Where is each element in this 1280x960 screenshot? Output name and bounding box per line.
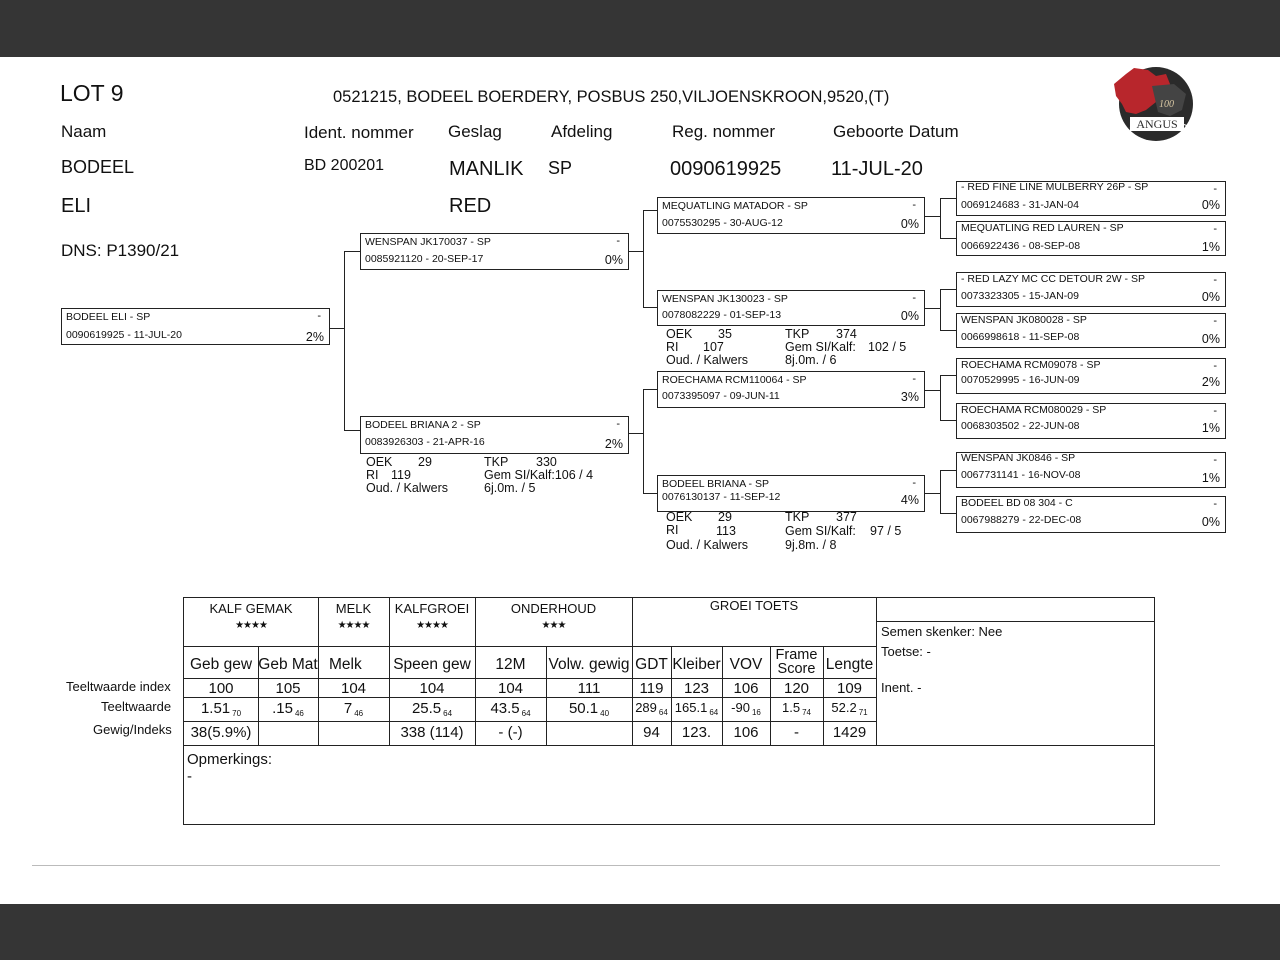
sd-stat: 8j.0m. / 6 — [785, 353, 837, 367]
connector — [925, 308, 941, 309]
gen3-name: WENSPAN JK0846 - SP — [961, 452, 1076, 464]
connector — [940, 330, 956, 331]
sd-stat: RI — [666, 340, 679, 354]
ds-pct: 3% — [900, 390, 919, 404]
name-line2: ELI — [61, 195, 92, 217]
ebv-value: 1.5 — [782, 700, 801, 715]
gen3-pct: 0% — [1201, 515, 1220, 529]
sd-stat: OEK — [666, 327, 693, 341]
stars-melk: ★★★★ — [337, 620, 370, 631]
label-geslag: Geslag — [448, 122, 502, 141]
svg-text:100: 100 — [1159, 99, 1174, 110]
gen3-pct: 2% — [1201, 375, 1220, 389]
remarks-label: Opmerkings: — [187, 751, 273, 768]
ebv-weights-cell — [475, 724, 546, 741]
dd-stat: Oud. / Kalwers — [666, 538, 748, 552]
ss-name: MEQUATLING MATADOR - SP — [662, 200, 808, 212]
connector — [925, 216, 941, 217]
group-kalf-gemak: KALF GEMAK — [209, 601, 293, 616]
accuracy: 64 — [709, 708, 719, 717]
col-geb-mat: Geb Mat — [258, 656, 318, 673]
sire-reg: 0085921120 - 20-SEP-17 — [365, 253, 484, 265]
vaccination: Inent. - — [881, 680, 922, 695]
col-kleiber: Kleiber — [672, 656, 721, 673]
ebv-ebv-cell — [318, 700, 389, 718]
connector — [940, 289, 941, 331]
label-ident: Ident. nommer — [304, 123, 414, 142]
angus-logo — [1112, 66, 1196, 148]
connector — [940, 289, 956, 290]
ebv-value: 104 — [497, 680, 524, 697]
hline — [184, 678, 876, 679]
gen3-reg: 0070529995 - 16-JUN-09 — [961, 374, 1080, 386]
ebv-ebv-cell — [389, 700, 475, 718]
connector — [643, 389, 657, 390]
pedigree-animal — [61, 308, 330, 345]
sire-dash: - — [616, 235, 620, 247]
dns-number: DNS: P1390/21 — [61, 241, 180, 260]
accuracy: 40 — [600, 709, 610, 718]
ebv-value: 109 — [836, 680, 863, 697]
ebv-weights-cell — [823, 724, 876, 741]
ebv-index-cell — [258, 680, 318, 697]
gen3-reg: 0069124683 - 31-JAN-04 — [961, 199, 1079, 211]
ebv-ebv-cell — [475, 700, 546, 718]
ebv-index-cell — [475, 680, 546, 697]
remarks-value: - — [187, 768, 192, 785]
connector — [925, 390, 941, 391]
ebv-value: 120 — [783, 680, 810, 697]
ebv-ebv-cell — [671, 700, 722, 717]
stars-kalfgroei: ★★★★ — [416, 620, 448, 631]
sex: MANLIK — [449, 158, 524, 180]
ebv-ebv-cell — [770, 700, 823, 717]
dam-reg: 0083926303 - 21-APR-16 — [365, 436, 485, 448]
ss-reg: 0075530295 - 30-AUG-12 — [662, 217, 783, 229]
group-onderhoud: ONDERHOUD — [510, 601, 597, 616]
gen3-reg: 0067988279 - 22-DEC-08 — [961, 514, 1082, 526]
gen3-name: WENSPAN JK080028 - SP — [961, 314, 1087, 326]
ss-pct: 0% — [900, 217, 919, 231]
col-frame-score: Frame Score — [775, 647, 818, 677]
sd-stat: 35 — [718, 327, 732, 341]
connector — [643, 210, 644, 308]
ebv-value: 106 — [733, 724, 759, 741]
pedigree-dam — [360, 416, 629, 454]
hline — [184, 697, 876, 698]
accuracy: 46 — [294, 709, 304, 718]
dd-stat: 9j.8m. / 8 — [785, 538, 837, 552]
ebv-ebv-cell — [722, 700, 770, 717]
dam-stat: RI — [366, 468, 379, 482]
connector — [629, 251, 644, 252]
division: SP — [548, 158, 573, 178]
ebv-index-cell — [632, 680, 671, 697]
dam-stat: 29 — [418, 455, 432, 469]
ebv-ebv-cell — [258, 700, 318, 718]
stars-onderhoud: ★★★ — [541, 620, 566, 631]
animal-dash: - — [317, 310, 321, 322]
ebv-value: -90 — [731, 700, 750, 715]
col-lengte: Lengte — [825, 656, 874, 673]
sd-pct: 0% — [900, 309, 919, 323]
sire-pct: 0% — [604, 253, 623, 267]
connector — [940, 375, 941, 421]
ebv-ebv-cell — [184, 700, 258, 718]
vline — [876, 598, 877, 745]
sd-stat: TKP — [785, 327, 810, 341]
ebv-table — [183, 597, 1155, 825]
gen3-pct: 0% — [1201, 290, 1220, 304]
col-volw-gewig: Volw. gewig — [548, 656, 630, 673]
accuracy: 74 — [802, 708, 811, 717]
ebv-value: 106 — [733, 680, 759, 697]
hline — [184, 646, 876, 647]
connector — [940, 238, 956, 239]
tests: Toetse: - — [881, 644, 931, 659]
lot-number: LOT 9 — [60, 80, 124, 106]
gen3-name: - RED FINE LINE MULBERRY 26P - SP — [961, 181, 1149, 193]
ebv-value: - (-) — [498, 724, 523, 741]
group-melk: MELK — [335, 601, 372, 616]
stars-kalf-gemak: ★★★★ — [235, 620, 267, 631]
dam-stat: Gem SI/Kalf:106 / 4 — [484, 468, 594, 482]
connector — [940, 375, 956, 376]
label-dob: Geboorte Datum — [833, 122, 959, 141]
ebv-weights-cell — [722, 724, 770, 741]
ebv-value: 165.1 — [674, 700, 708, 715]
ebv-value: 38(5.9%) — [190, 724, 252, 741]
ebv-value: 119 — [639, 680, 664, 697]
pedigree-gen3-3 — [956, 272, 1226, 307]
ebv-ebv-cell — [632, 700, 671, 717]
dam-name: BODEEL BRIANA 2 - SP — [365, 419, 481, 431]
gen3-reg: 0067731141 - 16-NOV-08 — [961, 469, 1081, 481]
dam-stat: OEK — [366, 455, 393, 469]
ebv-value: 50.1 — [568, 700, 599, 717]
gen3-dash: - — [1213, 405, 1217, 417]
hline — [184, 721, 876, 722]
ebv-index-cell — [770, 680, 823, 697]
accuracy: 16 — [751, 708, 761, 717]
ebv-value: 52.2 — [831, 700, 857, 715]
breeder-info: 0521215, BODEEL BOERDERY, POSBUS 250,VILJOENSKROON,9520,(T) — [333, 88, 890, 106]
ident-number: BD 200201 — [304, 157, 385, 174]
ebv-value: 25.5 — [411, 700, 442, 717]
pedigree-gen3-4 — [956, 313, 1226, 348]
connector — [344, 251, 360, 252]
label-reg: Reg. nommer — [672, 122, 775, 141]
sd-reg: 0078082229 - 01-SEP-13 — [662, 309, 782, 321]
label-naam: Naam — [61, 122, 107, 141]
dd-stat: TKP — [785, 510, 810, 524]
gen3-pct: 1% — [1201, 240, 1220, 254]
dam-stat: 119 — [391, 468, 411, 482]
gen3-dash: - — [1213, 498, 1217, 510]
dam-pct: 2% — [604, 437, 623, 451]
dd-stat: 29 — [718, 510, 732, 524]
col-geb-gew: Geb gew — [189, 656, 253, 673]
connector — [940, 513, 956, 514]
ebv-weights-cell — [671, 724, 722, 741]
connector — [344, 430, 360, 431]
pedigree-sire-dam — [657, 290, 925, 326]
ebv-ebv-cell — [823, 700, 876, 717]
gen3-pct: 0% — [1201, 332, 1220, 346]
ebv-index-cell — [823, 680, 876, 697]
connector — [940, 198, 941, 239]
dd-stat: 97 / 5 — [870, 524, 902, 538]
pedigree-gen3-1 — [956, 181, 1226, 216]
col-speen-gew: Speen gew — [393, 656, 471, 673]
connector — [643, 210, 657, 211]
ebv-weights-cell — [184, 724, 258, 741]
dam-stat: Oud. / Kalwers — [366, 481, 448, 495]
dd-stat: 377 — [836, 510, 857, 524]
dd-stat: Gem SI/Kalf: — [785, 524, 856, 538]
sd-dash: - — [912, 292, 916, 304]
pedigree-gen3-6 — [956, 403, 1226, 439]
gen3-dash: - — [1213, 223, 1217, 235]
sd-stat: 107 — [703, 340, 724, 354]
ebv-index-cell — [389, 680, 475, 697]
dd-stat: RI — [666, 523, 679, 537]
connector — [629, 433, 644, 434]
ebv-value: 104 — [419, 680, 445, 697]
sd-stat: 102 / 5 — [868, 340, 907, 354]
pedigree-dam-dam — [657, 475, 925, 512]
ebv-weights-cell — [632, 724, 671, 741]
semen-donor: Semen skenker: Nee — [881, 624, 1003, 639]
gen3-name: - RED LAZY MC CC DETOUR 2W - SP — [961, 273, 1145, 285]
ebv-index-cell — [546, 680, 632, 697]
sd-stat: Gem SI/Kalf: — [785, 340, 856, 354]
connector — [925, 493, 941, 494]
gen3-reg: 0073323305 - 15-JAN-09 — [961, 290, 1079, 302]
ebv-value: 104 — [340, 680, 367, 697]
connector — [344, 251, 345, 431]
dam-stat: TKP — [484, 455, 509, 469]
ebv-value: 105 — [275, 680, 301, 697]
accuracy: 64 — [521, 709, 531, 718]
accuracy: 71 — [858, 708, 868, 717]
ebv-weights-cell — [770, 724, 823, 741]
accuracy: 70 — [232, 709, 242, 718]
animal-reg: 0090619925 - 11-JUL-20 — [66, 329, 182, 341]
pedigree-gen3-8 — [956, 496, 1226, 533]
animal-name: BODEEL ELI - SP — [66, 311, 151, 323]
accuracy: 64 — [443, 709, 453, 718]
gen3-dash: - — [1213, 454, 1217, 466]
pedigree-sire-sire — [657, 197, 925, 234]
gen3-reg: 0068303502 - 22-JUN-08 — [961, 420, 1080, 432]
ds-reg: 0073395097 - 09-JUN-11 — [662, 390, 780, 402]
sd-name: WENSPAN JK130023 - SP — [662, 293, 788, 305]
dd-reg: 0076130137 - 11-SEP-12 — [662, 491, 781, 503]
gen3-pct: 1% — [1201, 471, 1220, 485]
ebv-value: 338 (114) — [400, 724, 464, 741]
connector — [940, 470, 956, 471]
ebv-value: 111 — [577, 680, 601, 697]
connector — [940, 420, 956, 421]
ebv-index-cell — [318, 680, 389, 697]
sd-stat: 374 — [836, 327, 857, 341]
ebv-value: 1429 — [832, 724, 867, 741]
gen3-name: ROECHAMA RCM09078 - SP — [961, 359, 1101, 371]
dd-stat: 113 — [716, 524, 736, 538]
ebv-index-cell — [184, 680, 258, 697]
ebv-value: 1.51 — [200, 700, 231, 717]
gen3-name: MEQUATLING RED LAUREN - SP — [961, 222, 1124, 234]
ebv-value: 94 — [643, 724, 660, 741]
hline — [876, 621, 1155, 622]
gen3-dash: - — [1213, 183, 1217, 195]
connector — [643, 307, 657, 308]
col-gdt: GDT — [635, 656, 668, 673]
ebv-index-cell — [722, 680, 770, 697]
gen3-pct: 1% — [1201, 421, 1220, 435]
gen3-dash: - — [1213, 315, 1217, 327]
animal-pct: 2% — [305, 330, 324, 344]
hline — [184, 745, 1155, 746]
svg-text:ANGUS: ANGUS — [1136, 117, 1178, 131]
ebv-value: 7 — [343, 700, 353, 717]
connector — [643, 493, 657, 494]
gen3-reg: 0066922436 - 08-SEP-08 — [961, 240, 1081, 252]
accuracy: 46 — [354, 709, 364, 718]
gen3-name: BODEEL BD 08 304 - C — [961, 497, 1073, 509]
birth-date: 11-JUL-20 — [831, 158, 923, 180]
row-label-index: Teeltwaarde index — [66, 679, 171, 694]
top-bar — [0, 0, 1280, 57]
row-label-ebv: Teeltwaarde — [101, 699, 172, 714]
col-12m: 12M — [495, 656, 526, 673]
ebv-index-cell — [671, 680, 722, 697]
connector — [329, 328, 345, 329]
ds-name: ROECHAMA RCM110064 - SP — [662, 374, 807, 386]
dam-stat: 330 — [536, 455, 557, 469]
pedigree-gen3-2 — [956, 221, 1226, 256]
colour: RED — [449, 195, 492, 217]
dd-stat: OEK — [666, 510, 693, 524]
name-line1: BODEEL — [61, 157, 135, 177]
ebv-value: 100 — [208, 680, 234, 697]
group-groei-toets: GROEI TOETS — [709, 598, 799, 613]
dd-name: BODEEL BRIANA - SP — [662, 478, 769, 490]
pedigree-sire — [360, 233, 629, 270]
pedigree-gen3-7 — [956, 452, 1226, 488]
connector — [643, 389, 644, 494]
ebv-value: .15 — [272, 700, 293, 717]
gen3-pct: 0% — [1201, 198, 1220, 212]
col-melk: Melk — [329, 656, 362, 673]
accuracy: 64 — [658, 708, 668, 717]
gen3-dash: - — [1213, 274, 1217, 286]
dd-pct: 4% — [900, 493, 919, 507]
footer-rule — [32, 865, 1220, 866]
ebv-value: 123 — [683, 680, 710, 697]
label-afdeling: Afdeling — [551, 122, 613, 141]
col-vov: VOV — [729, 656, 763, 673]
ss-dash: - — [912, 199, 916, 211]
sire-name: WENSPAN JK170037 - SP — [365, 236, 491, 248]
reg-number: 0090619925 — [670, 158, 782, 180]
pedigree-dam-sire — [657, 371, 925, 408]
bottom-bar — [0, 904, 1280, 960]
dam-dash: - — [616, 418, 620, 430]
dd-dash: - — [912, 477, 916, 489]
gen3-reg: 0066998618 - 11-SEP-08 — [961, 331, 1080, 343]
gen3-name: ROECHAMA RCM080029 - SP — [961, 404, 1107, 416]
ebv-ebv-cell — [546, 700, 632, 718]
ebv-value: 43.5 — [490, 700, 520, 717]
dam-stat: 6j.0m. / 5 — [484, 481, 536, 495]
sd-stat: Oud. / Kalwers — [666, 353, 748, 367]
pedigree-gen3-5 — [956, 358, 1226, 394]
ebv-value: 123. — [681, 724, 712, 741]
ebv-weights-cell — [389, 724, 475, 741]
ebv-value: - — [794, 724, 799, 741]
ebv-value: 289 — [635, 700, 657, 715]
row-label-weight: Gewig/Indeks — [93, 722, 172, 737]
gen3-dash: - — [1213, 360, 1217, 372]
ds-dash: - — [912, 373, 916, 385]
group-kalfgroei: KALFGROEI — [394, 601, 470, 616]
connector — [940, 470, 941, 514]
connector — [940, 198, 956, 199]
